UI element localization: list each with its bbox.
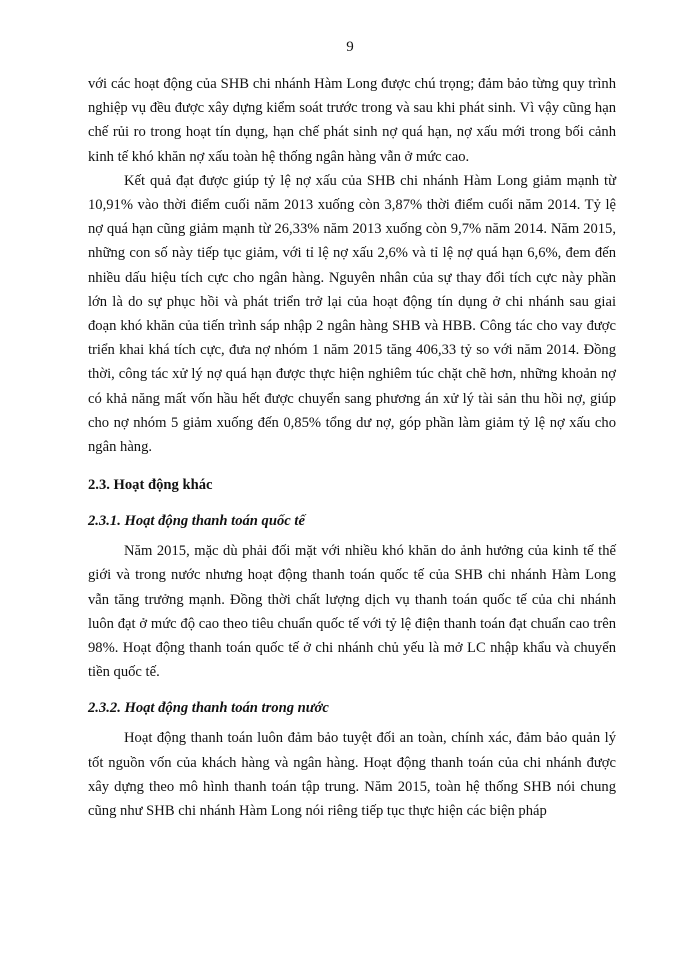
- page-number: 9: [346, 39, 354, 55]
- section-heading-2-3: 2.3. Hoạt động khác: [88, 477, 213, 494]
- paragraph-international-payment: Năm 2015, mặc dù phải đối mặt với nhiều khó khăn do ảnh hưởng của kinh tế thế giới và trong nước nhưng hoạt động thanh toán quốc tế của SHB chi nhánh Hàm Long vẫn tăng trưởng mạnh. Đồng thời chất lượng dịch vụ thanh toán quốc tế của chi nhánh luôn đạt ở mức độ cao theo tiêu chuẩn quốc tế với tỷ lệ điện thanh toán đạt chuẩn cao trên 98%. Hoạt động thanh toán quốc tế ở chi nhánh chủ yếu là mở LC nhập khẩu và chuyển tiền quốc tế.: [88, 543, 616, 681]
- page-content: [88, 72, 616, 823]
- paragraph-domestic-payment: Hoạt động thanh toán luôn đảm bảo tuyệt đối an toàn, chính xác, đảm bảo quản lý tốt nguồn vốn của khách hàng và ngân hàng. Hoạt động thanh toán của chi nhánh được xây dựng theo mô hình thanh toán tập trung. Năm 2015, toàn hệ thống SHB nói chung cũng như SHB chi nhánh Hàm Long nói riêng tiếp tục thực hiện các biện pháp: [88, 730, 616, 820]
- subsection-heading-2-3-1: 2.3.1. Hoạt động thanh toán quốc tế: [88, 513, 305, 530]
- subsection-heading-2-3-2: 2.3.2. Hoạt động thanh toán trong nước: [88, 700, 329, 717]
- paragraph-bad-debt-results: Kết quả đạt được giúp tỷ lệ nợ xấu của SHB chi nhánh Hàm Long giảm mạnh từ 10,91% vào thời điểm cuối năm 2013 xuống còn 3,87% thời điểm cuối năm 2014. Tỷ lệ nợ quá hạn cũng giảm mạnh từ 26,33% năm 2013 xuống còn 9,7% năm 2014. Năm 2015, những con số này tiếp tục giảm, với tỉ lệ nợ xấu 2,6% và tỉ lệ nợ quá hạn 6,6%, đem đến nhiều dấu hiệu tích cực cho ngân hàng. Nguyên nhân của sự thay đổi tích cực này phần lớn là do sự phục hồi và phát triển trở lại của hoạt động tín dụng ở chi nhánh sau giai đoạn khó khăn của tiến trình sáp nhập 2 ngân hàng SHB và HBB. Công tác cho vay được triển khai khá tích cực, đưa nợ nhóm 1 năm 2015 tăng 406,33 tỷ so với năm 2014. Đồng thời, công tác xử lý nợ quá hạn được thực hiện nghiêm túc chặt chẽ hơn, những khoản nợ có khả năng mất vốn hầu hết được chuyển sang phương án xử lý tài sản thu hồi nợ, giúp cho nợ nhóm 5 giảm xuống đến 0,85% tổng dư nợ, góp phần làm giảm tỷ lệ nợ xấu cho ngân hàng.: [88, 172, 616, 456]
- paragraph-continuation: với các hoạt động của SHB chi nhánh Hàm Long được chú trọng; đảm bảo từng quy trình nghiệp vụ đều được xây dựng kiểm soát trước trong và sau khi phát sinh. Vì vậy cũng hạn chế rủi ro trong hoạt tín dụng, hạn chế phát sinh nợ quá hạn, nợ xấu mới trong bối cảnh kinh tế khó khăn nợ xấu toàn hệ thống ngân hàng vẫn ở mức cao.: [88, 76, 616, 165]
